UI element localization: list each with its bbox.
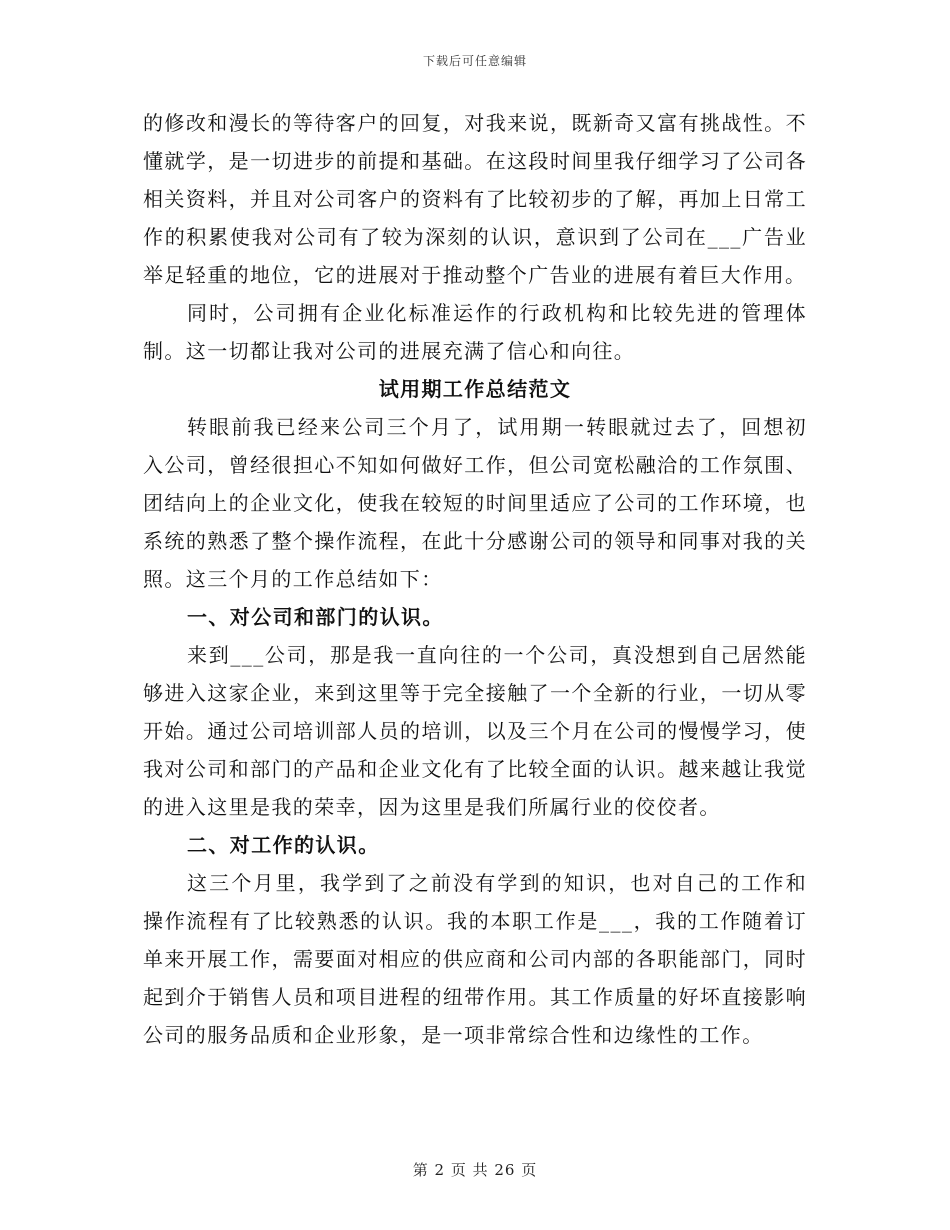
paragraph-work: 这三个月里，我学到了之前没有学到的知识，也对自己的工作和操作流程有了比较熟悉的认识。我的本职工作是___，我的工作随着订单来开展工作，需要面对相应的供应商和公司内部的各职能部门，同时起到介于销售人员和项目进程的纽带作用。其工作质量的好坏直接影响公司的服务品质和企业形象，是一项非常综合性和边缘性的工作。	[143, 871, 807, 1047]
section-title: 试用期工作总结范文	[378, 377, 572, 401]
document-body	[143, 104, 807, 1054]
subheading-company-department: 一、对公司和部门的认识。	[187, 605, 444, 629]
page-header: 下载后可任意编辑	[422, 54, 527, 68]
subheading-work: 二、对工作的认识。	[187, 833, 380, 857]
paragraph-continuation: 的修改和漫长的等待客户的回复，对我来说，既新奇又富有挑战性。不懂就学，是一切进步的前提和基础。在这段时间里我仔细学习了公司各相关资料，并且对公司客户的资料有了比较初步的了解，再加上日常工作的积累使我对公司有了较为深刻的认识，意识到了公司在___广告业举足轻重的地位，它的进展对于推动整个广告业的进展有着巨大作用。	[143, 111, 807, 287]
page-number: 第 2 页 共 26 页	[412, 1161, 538, 1179]
paragraph-company-department: 来到___公司，那是我一直向往的一个公司，真没想到自己居然能够进入这家企业，来到这里等于完全接触了一个全新的行业，一切从零开始。通过公司培训部人员的培训，以及三个月在公司的慢慢学习，使我对公司和部门的产品和企业文化有了比较全面的认识。越来越让我觉的进入这里是我的荣幸，因为这里是我们所属行业的佼佼者。	[143, 643, 807, 819]
paragraph-intro: 转眼前我已经来公司三个月了，试用期一转眼就过去了，回想初入公司，曾经很担心不知如何做好工作，但公司宽松融洽的工作氛围、团结向上的企业文化，使我在较短的时间里适应了公司的工作环境，也系统的熟悉了整个操作流程，在此十分感谢公司的领导和同事对我的关照。这三个月的工作总结如下：	[143, 415, 807, 591]
paragraph-company-system: 同时，公司拥有企业化标准运作的行政机构和比较先进的管理体制。这一切都让我对公司的进展充满了信心和向往。	[143, 301, 807, 363]
